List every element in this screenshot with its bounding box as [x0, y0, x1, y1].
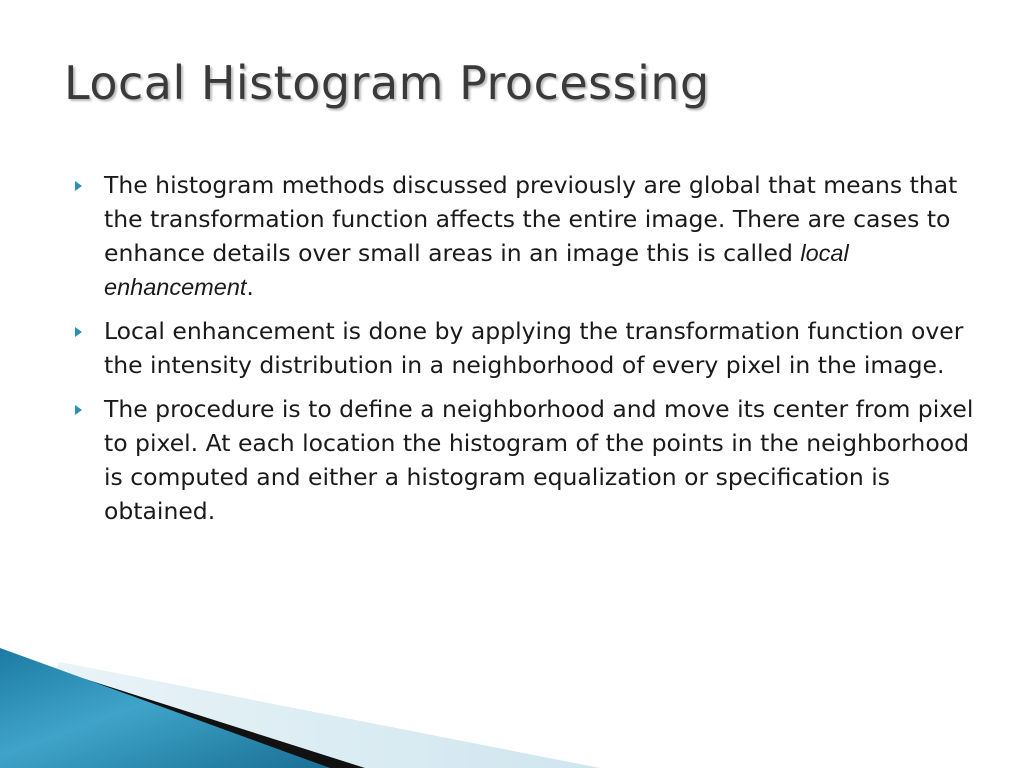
slide-title: Local Histogram Processing [64, 56, 710, 110]
emphasized-term: local enhancement [104, 240, 849, 300]
bullet-text: The histogram methods discussed previously are global that means that the transformation function affects the entire image. There are cases to enhance details over small areas in an image this is called [104, 171, 958, 267]
bullet-text: Local enhancement is done by applying the transformation function over the intensity distribution in a neighborhood of every pixel in the image. [104, 317, 964, 379]
bullet-text: The procedure is to define a neighborhood and move its center from pixel to pixel. At each location the histogram of the points in the neighborhood is computed and either a histogram equalization or specification is obtained. [104, 395, 974, 525]
bullet-text-end: . [246, 273, 254, 301]
